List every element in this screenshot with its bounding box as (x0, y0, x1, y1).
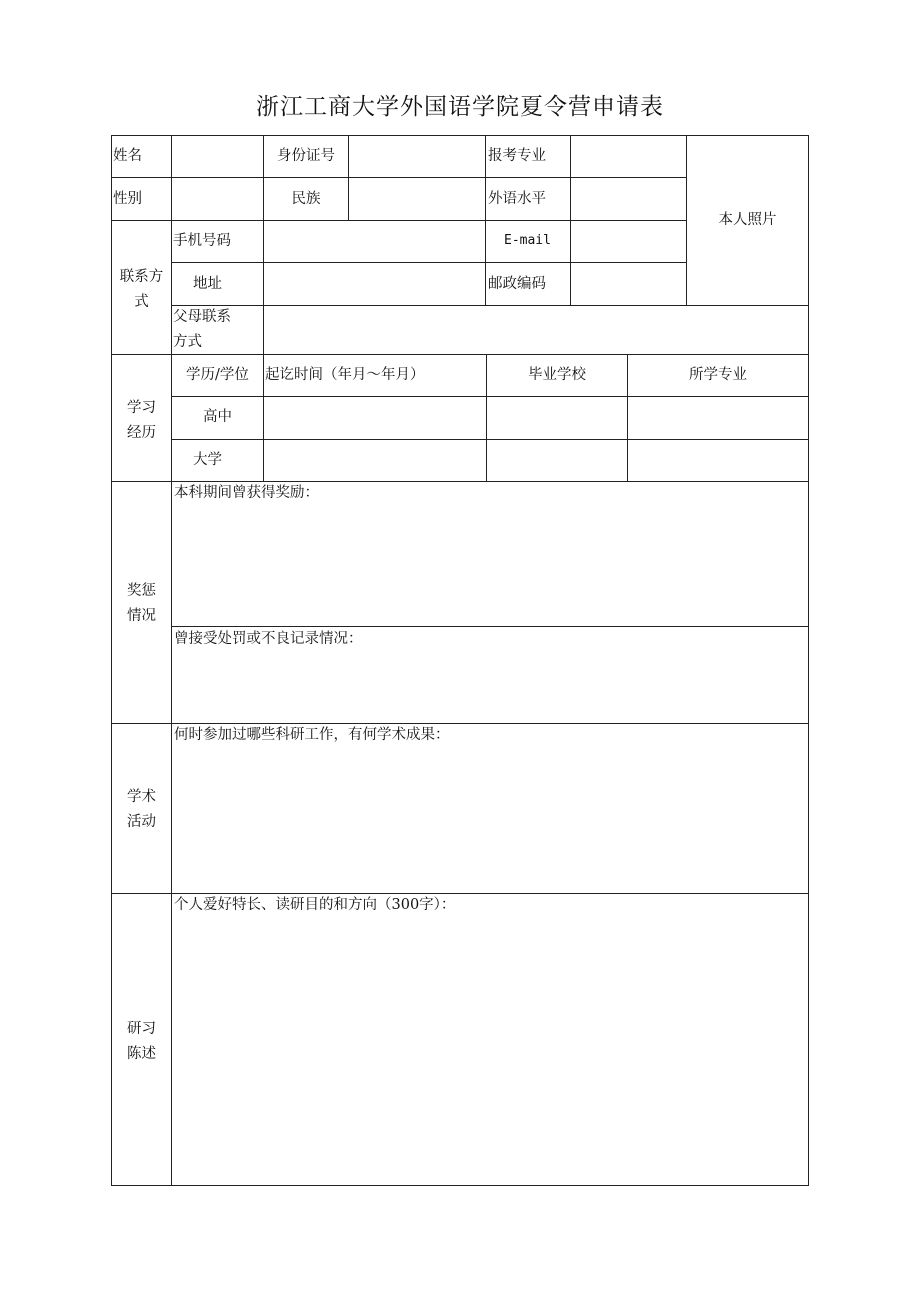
gender-field[interactable] (172, 178, 262, 220)
major-apply-field[interactable] (571, 136, 685, 177)
parent-contact-label-line2: 方式 (173, 334, 202, 350)
statement-prompt: 个人爱好特长、读研目的和方向（300字）： (174, 897, 456, 913)
contact-section-label-line1: 联系方 (119, 269, 164, 285)
statement-field[interactable] (172, 918, 807, 1184)
awards-prompt: 本科期间曾获得奖励： (174, 485, 319, 501)
form-title: 浙江工商大学外国语学院夏令营申请表 (256, 94, 664, 120)
contact-section-label-line2: 式 (134, 294, 149, 310)
statement-section-label-line2: 陈述 (127, 1046, 156, 1062)
awards-section-label-line2: 情况 (127, 608, 156, 624)
id-number-field[interactable] (349, 136, 484, 177)
penalty-prompt: 曾接受处罚或不良记录情况： (174, 631, 363, 647)
id-number-label: 身份证号 (277, 148, 335, 164)
language-level-field[interactable] (571, 178, 685, 220)
language-level-label: 外语水平 (488, 191, 546, 207)
research-prompt: 何时参加过哪些科研工作，有何学术成果： (174, 727, 450, 743)
major-apply-label: 报考专业 (488, 148, 546, 164)
awards-field[interactable] (172, 506, 807, 625)
high-school-period-field[interactable] (264, 397, 485, 439)
high-school-row-label: 高中 (203, 409, 232, 425)
awards-section-label-line1: 奖惩 (127, 583, 156, 599)
high-school-major-field[interactable] (628, 397, 807, 439)
postcode-label: 邮政编码 (488, 276, 546, 292)
statement-section-label-line1: 研习 (127, 1021, 156, 1037)
period-column-header: 起讫时间（年月～年月） (265, 367, 425, 383)
parent-contact-field[interactable] (264, 306, 807, 354)
education-section-label-line2: 经历 (127, 425, 156, 441)
name-label: 姓名 (113, 148, 142, 164)
research-section-label-line1: 学术 (127, 789, 156, 805)
phone-label: 手机号码 (173, 233, 231, 249)
university-row-label: 大学 (193, 452, 222, 468)
ethnicity-field[interactable] (349, 178, 484, 220)
penalty-field[interactable] (172, 652, 807, 722)
high-school-school-field[interactable] (487, 397, 626, 439)
address-label: 地址 (193, 276, 222, 292)
university-major-field[interactable] (628, 440, 807, 481)
postcode-field[interactable] (571, 263, 685, 305)
email-field[interactable] (571, 221, 685, 262)
research-section-label-line2: 活动 (127, 814, 156, 830)
education-section-label-line1: 学习 (127, 400, 156, 416)
table-border-bottom (111, 1185, 809, 1186)
ethnicity-label: 民族 (291, 191, 321, 207)
degree-column-header: 学历/学位 (186, 367, 249, 383)
major-column-header: 所学专业 (689, 367, 747, 383)
school-column-header: 毕业学校 (528, 367, 586, 383)
phone-field[interactable] (264, 221, 484, 262)
table-border-right (808, 135, 809, 1186)
name-field[interactable] (172, 136, 262, 177)
email-label: E-mail (504, 233, 551, 248)
university-school-field[interactable] (487, 440, 626, 481)
address-field[interactable] (264, 263, 484, 305)
photo-placeholder[interactable]: 本人照片 (718, 212, 777, 228)
research-field[interactable] (172, 748, 807, 892)
row-divider (111, 354, 809, 355)
parent-contact-label-line1: 父母联系 (173, 309, 231, 325)
university-period-field[interactable] (264, 440, 485, 481)
col-divider (485, 135, 486, 305)
gender-label: 性别 (113, 191, 142, 207)
